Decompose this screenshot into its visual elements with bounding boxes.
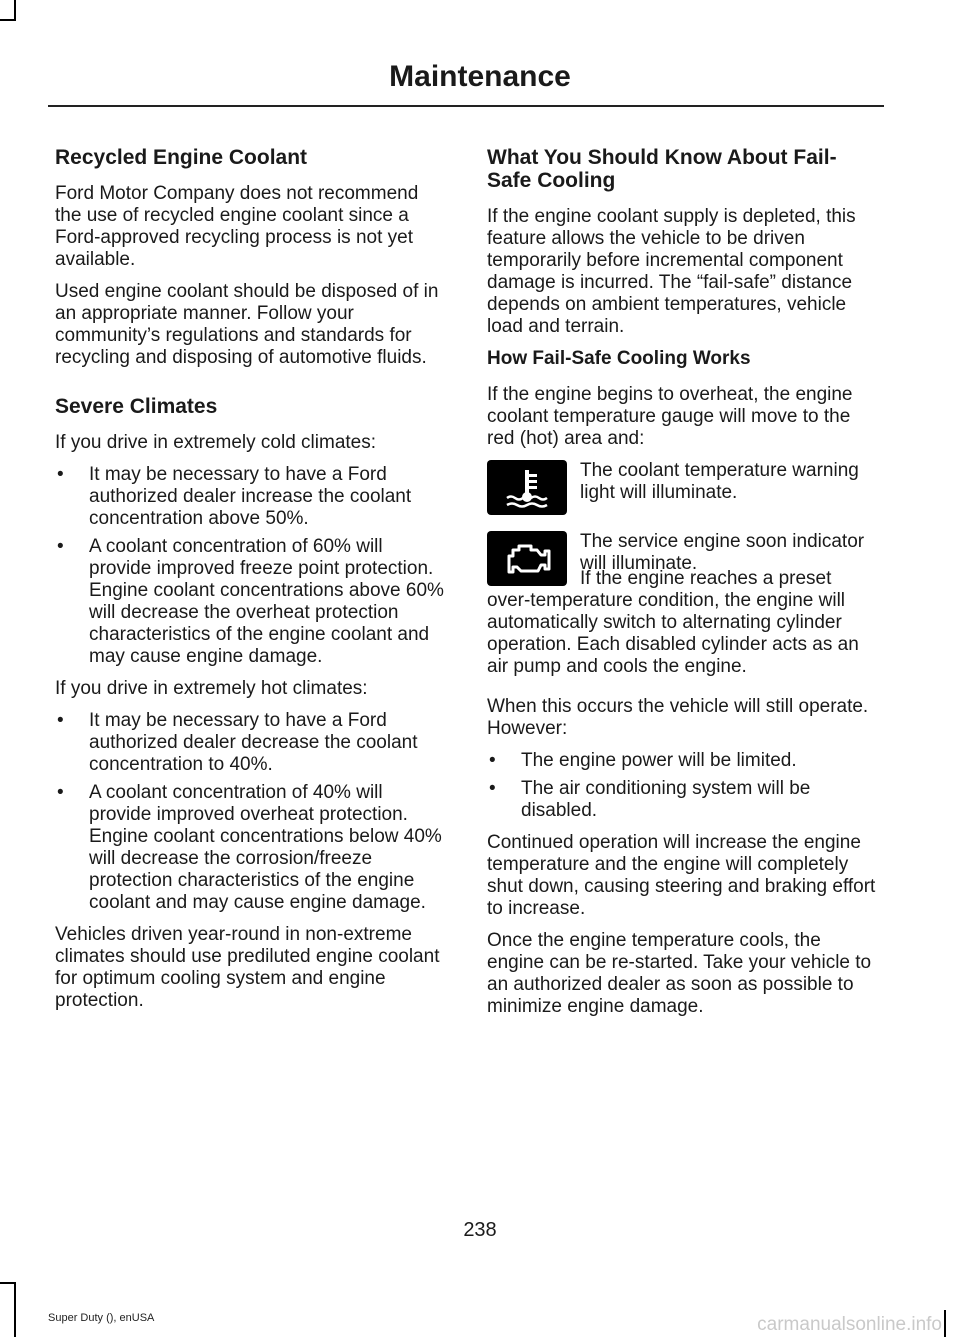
cold-climates-list [55,464,447,668]
list-item: • A coolant concentration of 60% will provide improved freeze point protection. Engine coolant concentrations above 60% will decrease the overheat protection characteristics of the engine coolant and may cause engine damage. [57,536,444,667]
crop-mark [0,19,16,21]
overheat-paragraph: If the engine begins to overheat, the engine coolant temperature gauge will move to the red (hot) area and: [487,384,853,449]
fail-safe-heading: What You Should Know About Fail-Safe Cooling [487,146,837,192]
recycled-coolant-heading: Recycled Engine Coolant [55,146,308,169]
right-column [487,146,879,1028]
list-item: • The engine power will be limited. [489,750,797,771]
preset-paragraph: If the engine reaches a preset over-temperature condition, the engine will automatically switch to alternating cylinder operation. Each disabled cylinder acts as an air pump and cools the engine. [487,568,859,677]
hot-climates-intro: If you drive in extremely hot climates: [55,678,368,699]
page-number: 238 [463,1219,497,1241]
footer-info: Super Duty (), enUSA [48,1312,155,1324]
severe-climates-heading: Severe Climates [55,395,218,418]
recycled-paragraph-1: Ford Motor Company does not recommend the use of recycled engine coolant since a Ford-approved recycling process is not yet available. [55,183,419,270]
watermark: carmanualsonline.info [757,1314,942,1335]
crop-mark [0,1282,16,1284]
coolant-warning-text: The coolant temperature warning light will illuminate. [580,460,859,503]
closing-paragraph: Vehicles driven year-round in non-extreme climates should use prediluted engine coolant for optimum cooling system and engine protection. [55,924,440,1011]
list-item: • A coolant concentration of 40% will provide improved overheat protection. Engine coolant concentrations below 40% will decrease the corrosion/freeze protection characteristics of the engine coolant and may cause engine damage. [57,782,442,913]
recycled-paragraph-2: Used engine coolant should be disposed of in an appropriate manner. Follow your community’s regulations and standards for recycling and disposing of automotive fluids. [55,281,439,368]
engine-cools-paragraph: Once the engine temperature cools, the engine can be re-started. Take your vehicle to an authorized dealer as soon as possible to minimize engine damage. [487,930,872,1017]
list-item: • It may be necessary to have a Ford authorized dealer increase the coolant concentration above 50%. [57,464,412,529]
still-operate-paragraph: When this occurs the vehicle will still operate. However: [487,696,869,739]
how-fail-safe-heading: How Fail-Safe Cooling Works [487,348,751,369]
left-column [55,146,447,1022]
continued-operation-paragraph: Continued operation will increase the engine temperature and the engine will completely shut down, causing steering and braking effort to increase. [487,832,876,919]
coolant-temperature-warning-icon [487,460,567,515]
cold-climates-intro: If you drive in extremely cold climates: [55,432,377,453]
list-item: • It may be necessary to have a Ford authorized dealer decrease the coolant concentration to 40%. [57,710,418,775]
header-divider [48,105,884,107]
service-engine-soon-icon [487,531,567,586]
engine-indicator-text: The service engine soon indicator will illuminate. [580,531,865,574]
page-title: Maintenance [389,60,571,93]
crop-mark [14,0,16,20]
fail-safe-paragraph: If the engine coolant supply is depleted, this feature allows the vehicle to be driven temporarily before incremental component damage is incurred. The “fail-safe” distance depends on ambient temperatures, vehicle load and terrain. [487,206,856,337]
list-item: • The air conditioning system will be disabled. [489,778,811,821]
coolant-warning-row [487,460,879,515]
hot-climates-list [55,710,447,914]
crop-mark [14,1282,16,1337]
operation-limits-list [487,750,879,822]
crop-mark [944,1310,946,1337]
